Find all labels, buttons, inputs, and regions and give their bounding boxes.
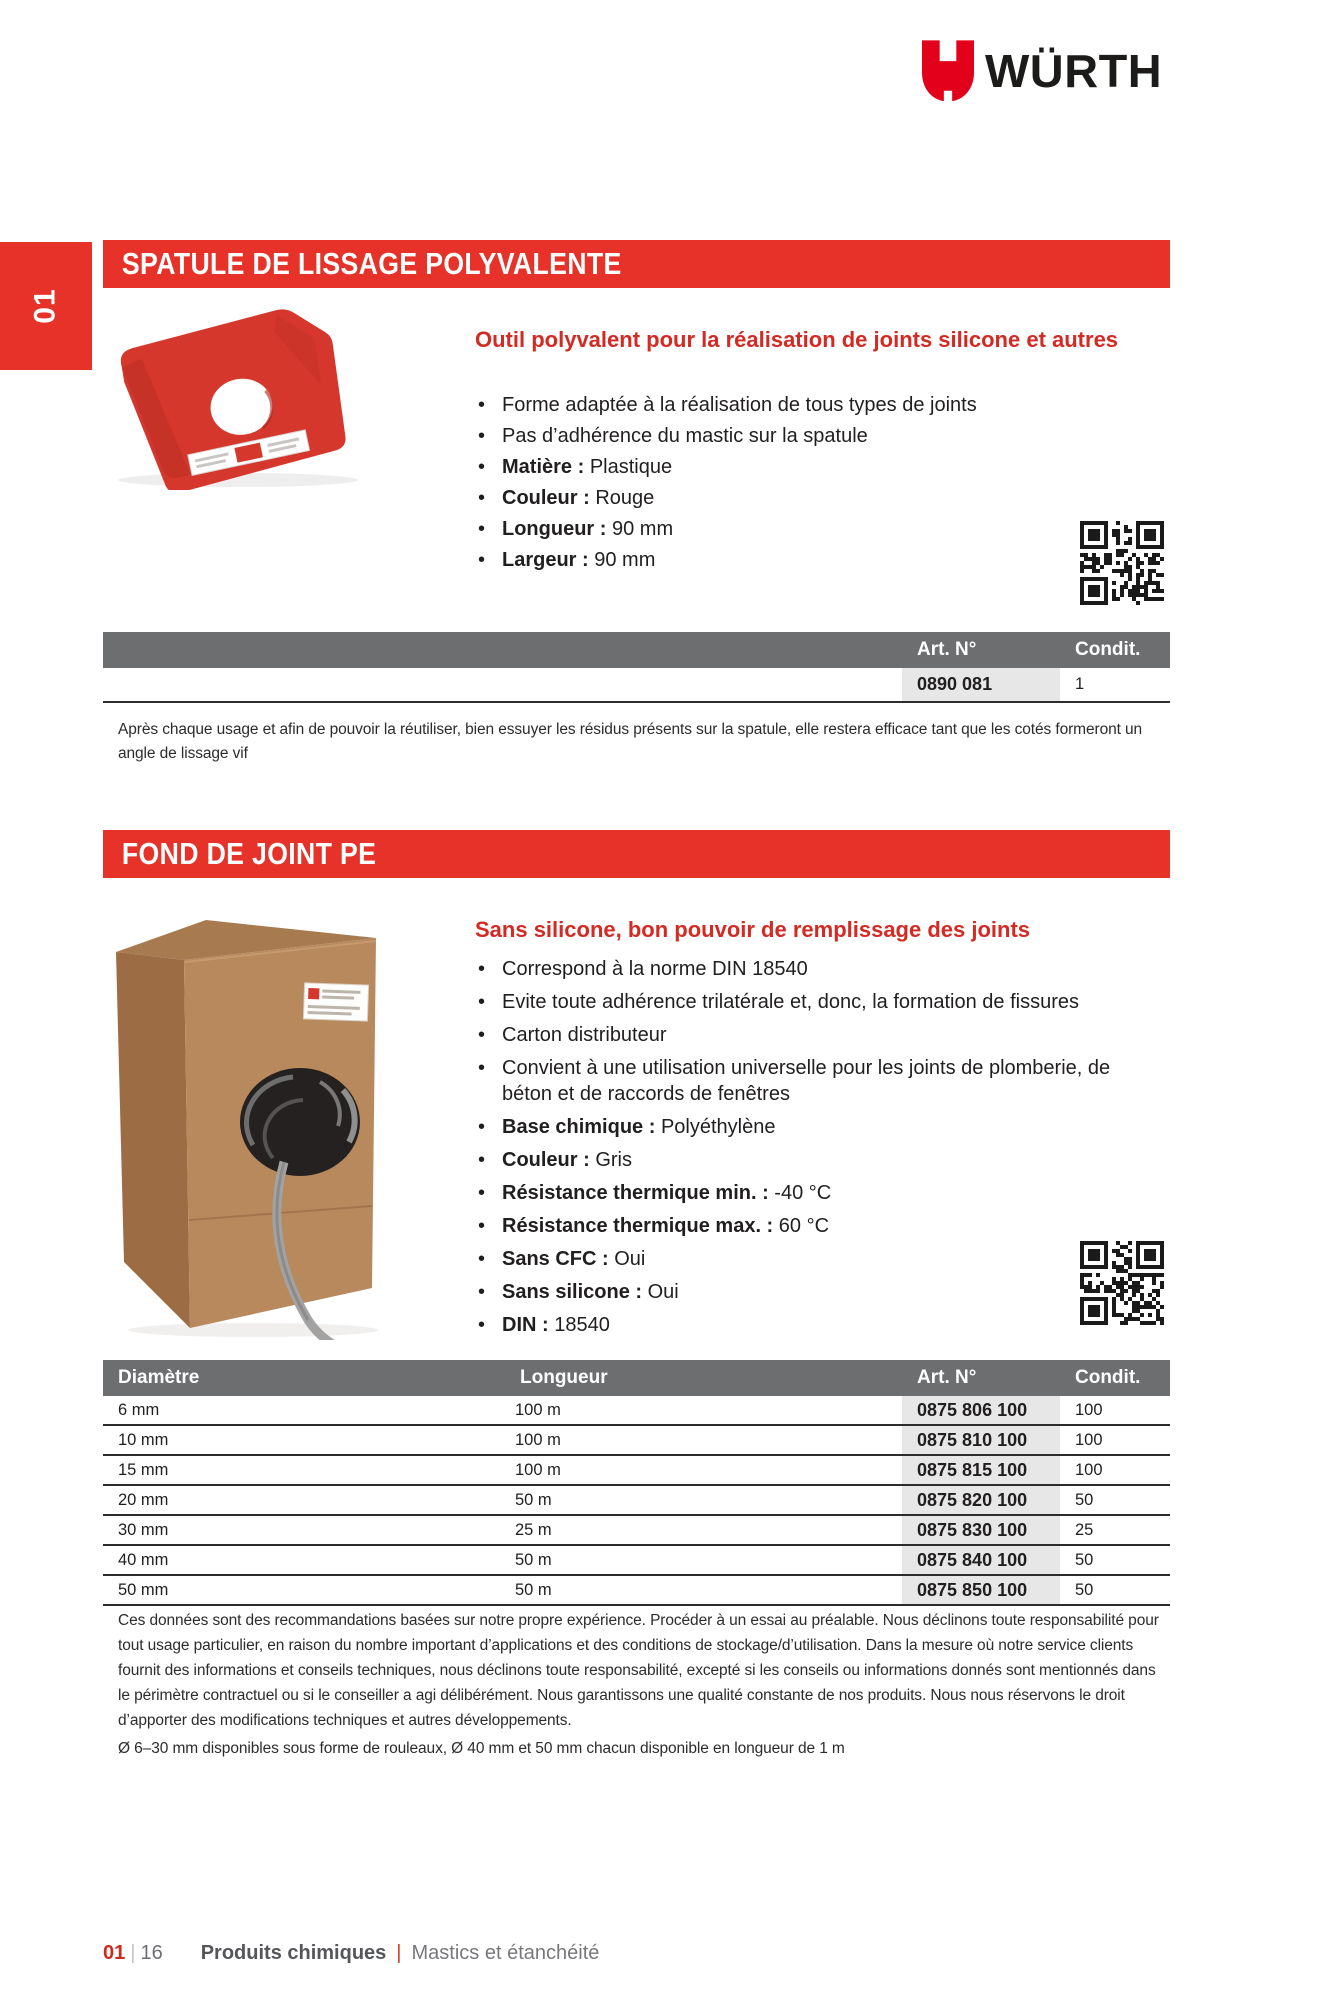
table-cell: 25 m [515, 1520, 552, 1539]
table-row [103, 1426, 1170, 1456]
table-cell: 100 [1075, 1430, 1103, 1449]
size-note: Ø 6–30 mm disponibles sous forme de rouleaux, Ø 40 mm et 50 mm chacun disponible en longueur de 1 m [118, 1740, 845, 1757]
table-cell: 30 mm [118, 1520, 169, 1539]
table-header-cell: Art. N° [917, 639, 977, 660]
section1-subtitle: Outil polyvalent pour la réalisation de joints silicone et autres [475, 327, 1119, 352]
table-cell: 15 mm [118, 1460, 169, 1479]
footer-category: Produits chimiques [200, 1942, 387, 1964]
qr-code [1080, 1241, 1164, 1325]
table-cell: 100 m [515, 1460, 561, 1479]
bullet-item: • Convient à une utilisation universelle pour les joints de plomberie, de béton et de raccords de fenêtres [475, 1055, 1153, 1107]
page-footer [103, 1942, 599, 1965]
table-cell [103, 668, 505, 701]
section2-title: FOND DE JOINT PE [121, 836, 377, 871]
table-cell: 0875 830 100 [902, 1516, 1060, 1544]
qr-code [1080, 521, 1164, 605]
table-header-cell: Condit. [1075, 639, 1141, 660]
table-cell: 1 [1075, 675, 1085, 693]
table-cell: 50 [1075, 1490, 1094, 1509]
table-cell: 0875 810 100 [902, 1426, 1060, 1454]
bullet-item: • Résistance thermique max. : 60 °C [475, 1213, 1153, 1239]
bullet-item: • Evite toute adhérence trilatérale et, donc, la formation de fissures [475, 989, 1153, 1015]
section2-banner [103, 830, 1170, 878]
table-cell: 50 m [515, 1490, 552, 1509]
table-cell: 0875 840 100 [902, 1546, 1060, 1574]
section1-table [103, 632, 1170, 703]
table-cell: 6 mm [118, 1400, 160, 1419]
table-row [103, 1456, 1170, 1486]
bullet-item: • Couleur : Gris [475, 1147, 1153, 1173]
table-row [103, 1516, 1170, 1546]
table-cell: 100 [1075, 1460, 1103, 1479]
section2-disclaimer [118, 1608, 1166, 1761]
table-cell: 50 [1075, 1580, 1094, 1599]
brand-name: WÜRTH [985, 45, 1163, 97]
spatula-product-image [88, 298, 378, 490]
table-header-cell [103, 632, 505, 668]
disclaimer-text: Ces données sont des recommandations basées sur notre propre expérience. Procéder à un essai au préalable. Nous déclinons toute responsabilité pour tout usage particulier, en raison du nombre important d’applications et des conditions de stockage/d’utilisation. Dans la mesure où notre service clients fournit des informations et conseils techniques, nous déclinons toute responsabilité, excepté si les conseils ou informations donnés sont mentionnés dans le périmètre contractuel ou si le conseiller a agi délibérément. Nous garantissons une qualité constante de nos produits. Nous nous réservons le droit d’apporter des modifications techniques et autres développements. [118, 1612, 1159, 1729]
bullet-item: • Largeur : 90 mm [475, 549, 1155, 571]
footer-separator: | [130, 1942, 136, 1964]
table-cell: 0890 081 [902, 668, 1060, 701]
footer-page-number: 16 [140, 1942, 163, 1964]
table-row [103, 668, 1170, 703]
table-cell: 20 mm [118, 1490, 169, 1509]
table-row [103, 1576, 1170, 1606]
bullet-item: • Longueur : 90 mm [475, 518, 1155, 540]
table-cell: 50 m [515, 1580, 552, 1599]
bullet-item: • Sans CFC : Oui [475, 1246, 1153, 1272]
table-cell: 0875 850 100 [902, 1576, 1060, 1604]
table-cell: 50 mm [118, 1580, 169, 1599]
joint-backing-box-product-image [88, 900, 388, 1340]
table-cell: 0875 806 100 [902, 1396, 1060, 1424]
bullet-item: • Forme adaptée à la réalisation de tous types de joints [475, 394, 1155, 416]
wurth-shield-icon [922, 40, 974, 102]
table-header-row [103, 632, 1170, 668]
section2-table [103, 1360, 1170, 1606]
table-cell: 50 [1075, 1550, 1094, 1569]
table-header-cell: Diamètre [118, 1367, 200, 1388]
table-cell: 100 [1075, 1400, 1103, 1419]
table-header-cell: Longueur [520, 1367, 608, 1388]
table-cell: 0875 820 100 [902, 1486, 1060, 1514]
section1-banner [103, 240, 1170, 288]
footer-chapter-number: 01 [103, 1942, 126, 1964]
bullet-item: • Base chimique : Polyéthylène [475, 1114, 1153, 1140]
table-header-row [103, 1360, 1170, 1396]
table-row [103, 1396, 1170, 1426]
footer-subcategory: Mastics et étanchéité [411, 1942, 600, 1964]
table-cell: 40 mm [118, 1550, 169, 1569]
table-header-cell: Art. N° [917, 1367, 977, 1388]
bullet-item: • DIN : 18540 [475, 1312, 1153, 1338]
section1-note: Après chaque usage et afin de pouvoir la réutiliser, bien essuyer les résidus présents sur la spatule, elle restera efficace tant que les cotés formeront un angle de lissage vif [118, 721, 1143, 762]
section2-subtitle: Sans silicone, bon pouvoir de remplissage des joints [475, 917, 1031, 942]
wurth-logo [922, 40, 1163, 102]
table-header-cell [505, 632, 902, 668]
bullet-item: • Pas d’adhérence du mastic sur la spatule [475, 425, 1155, 447]
table-row [103, 1486, 1170, 1516]
chapter-tab [0, 242, 92, 370]
footer-separator: | [396, 1942, 402, 1964]
table-cell: 50 m [515, 1550, 552, 1569]
bullet-item: • Carton distributeur [475, 1022, 1153, 1048]
section1-title: SPATULE DE LISSAGE POLYVALENTE [121, 246, 622, 281]
section1-bullet-list [475, 394, 1155, 580]
table-cell [505, 668, 902, 701]
table-cell: 10 mm [118, 1430, 169, 1449]
bullet-item: • Correspond à la norme DIN 18540 [475, 956, 1153, 982]
bullet-item: • Résistance thermique min. : -40 °C [475, 1180, 1153, 1206]
table-cell: 25 [1075, 1520, 1094, 1539]
table-cell: 100 m [515, 1400, 561, 1419]
bullet-item: • Couleur : Rouge [475, 487, 1155, 509]
table-row [103, 1546, 1170, 1576]
bullet-item: • Sans silicone : Oui [475, 1279, 1153, 1305]
table-cell: 0875 815 100 [902, 1456, 1060, 1484]
bullet-item: • Matière : Plastique [475, 456, 1155, 478]
section2-bullet-list [475, 956, 1153, 1345]
table-header-cell: Condit. [1075, 1367, 1141, 1388]
chapter-tab-label: 01 [29, 288, 62, 324]
table-cell: 100 m [515, 1430, 561, 1449]
